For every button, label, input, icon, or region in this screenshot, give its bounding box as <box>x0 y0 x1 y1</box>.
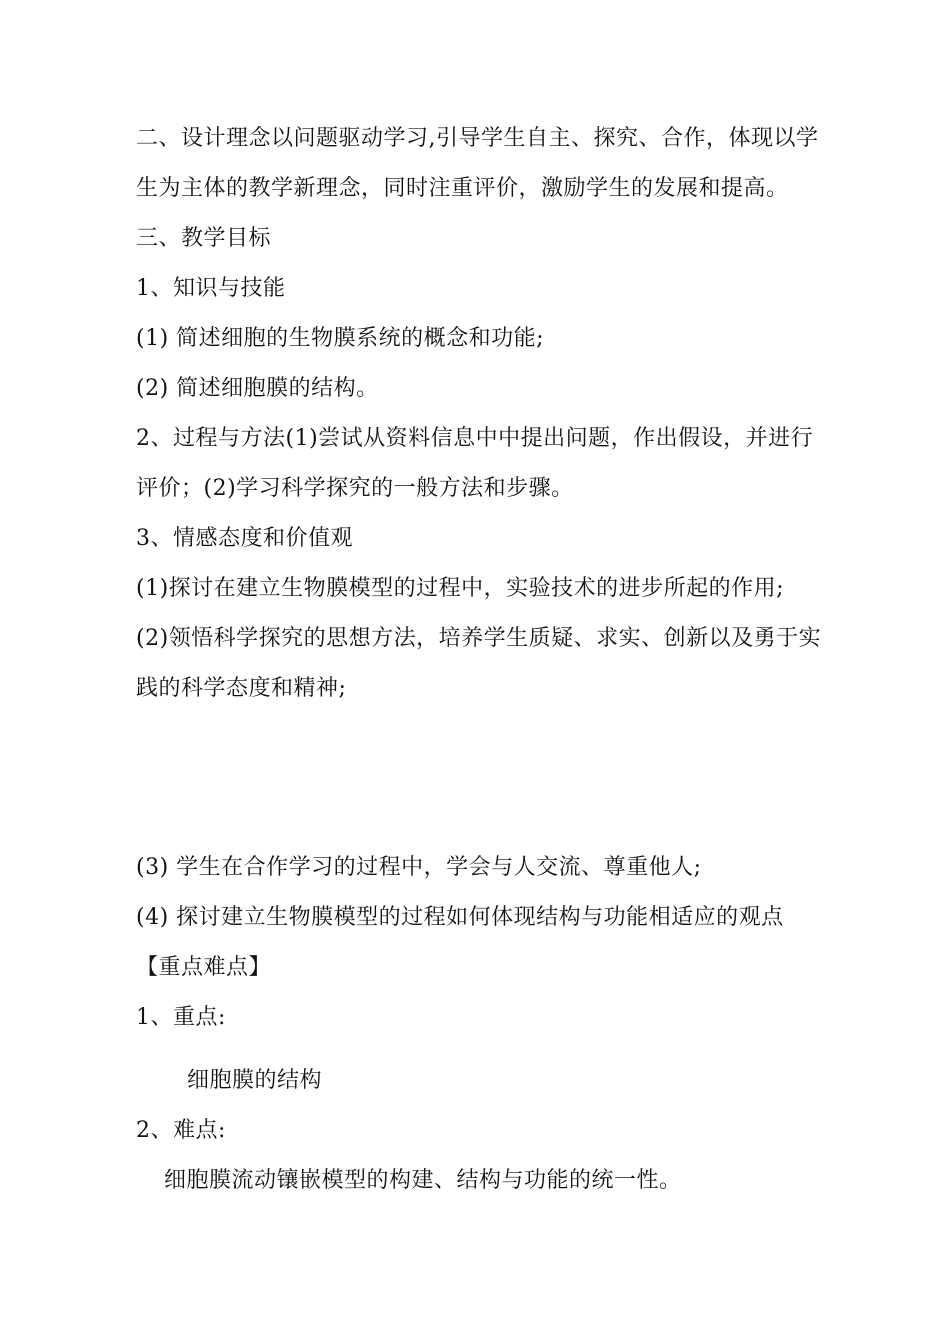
key-point-heading: 1、重点: <box>136 1005 226 1030</box>
attitude-values-heading: 3、情感态度和价值观 <box>136 526 353 551</box>
difficult-point-heading: 2、难点: <box>136 1118 226 1143</box>
difficult-point-content: 细胞膜流动镶嵌模型的构建、结构与功能的统一性。 <box>164 1168 682 1193</box>
teaching-goals-heading: 三、教学目标 <box>136 226 272 251</box>
knowledge-item-1: (1) 简述细胞的生物膜系统的概念和功能; <box>136 326 545 351</box>
key-difficult-points-heading: 【重点难点】 <box>136 955 272 980</box>
design-concept-line-2: 生为主体的教学新理念，同时注重评价，激励学生的发展和提高。 <box>136 176 789 201</box>
knowledge-item-2: (2) 简述细胞膜的结构。 <box>136 376 379 401</box>
attitude-item-2-line-2: 践的科学态度和精神; <box>136 676 347 701</box>
knowledge-skills-heading: 1、知识与技能 <box>136 276 286 301</box>
design-concept-line-1: 二、设计理念以问题驱动学习,引导学生自主、探究、合作，体现以学 <box>136 126 819 151</box>
attitude-item-1: (1)探讨在建立生物膜模型的过程中，实验技术的进步所起的作用; <box>136 576 785 601</box>
process-methods-line-2: 评价；(2)学习科学探究的一般方法和步骤。 <box>136 476 574 501</box>
attitude-item-2-line-1: (2)领悟科学探究的思想方法，培养学生质疑、求实、创新以及勇于实 <box>136 626 822 651</box>
process-methods-line-1: 2、过程与方法(1)尝试从资料信息中中提出问题，作出假设，并进行 <box>136 426 814 451</box>
key-point-content: 细胞膜的结构 <box>187 1068 323 1093</box>
attitude-item-3: (3) 学生在合作学习的过程中，学会与人交流、尊重他人; <box>136 855 702 880</box>
attitude-item-4: (4) 探讨建立生物膜模型的过程如何体现结构与功能相适应的观点 <box>136 905 784 930</box>
